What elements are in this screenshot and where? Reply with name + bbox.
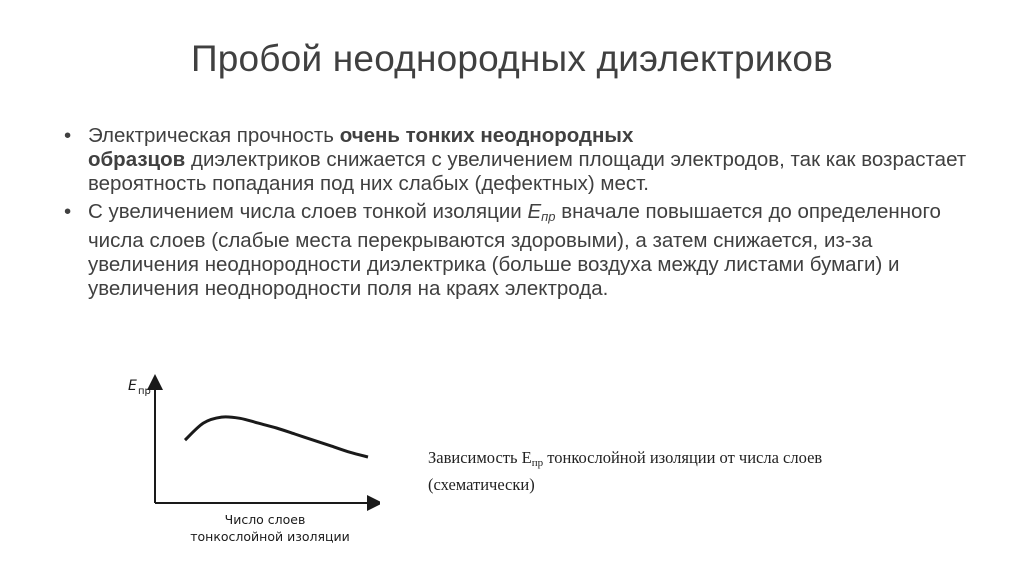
bullet-text: Электрическая прочность очень тонких неоднородных образцов диэлектриков снижается с увеличением площади электродов, так как возрастает вероятность попадания под них слабых (дефектных) мест. xyxy=(88,124,967,195)
symbol-e: E xyxy=(527,200,542,223)
bullet-item-layers-effect xyxy=(62,200,972,301)
figure-caption: Зависимость Eпр тонкослойной изоляции от числа слоев (схематически) xyxy=(428,448,823,494)
y-axis-label-sub: пр xyxy=(138,386,151,397)
bullet-dot-icon: • xyxy=(64,200,72,223)
y-axis-label: E xyxy=(128,378,137,394)
x-axis-label-line2: тонкослойной изоляции xyxy=(190,529,350,544)
bullet-text: С увеличением числа слоев тонкой изоляции $E_{пр}$ вначале повышается до определенного числа слоев (слабые места перекрываются здоровыми), а затем снижается, из-за увеличения неоднородности диэлектрика (больше воздуха между листами бумаги) и увеличения неоднородности поля на краях электрода. xyxy=(88,200,941,300)
bullet-list xyxy=(62,124,972,305)
symbol-sub: пр xyxy=(541,209,556,224)
series-line xyxy=(185,417,368,457)
bullet-item-area-effect xyxy=(62,124,972,196)
slide-title: Пробой неоднородных диэлектриков xyxy=(190,38,834,79)
x-axis-label-line1: Число слоев xyxy=(224,512,306,527)
schematic-chart xyxy=(110,368,380,548)
bullet-dot-icon: • xyxy=(64,124,72,147)
